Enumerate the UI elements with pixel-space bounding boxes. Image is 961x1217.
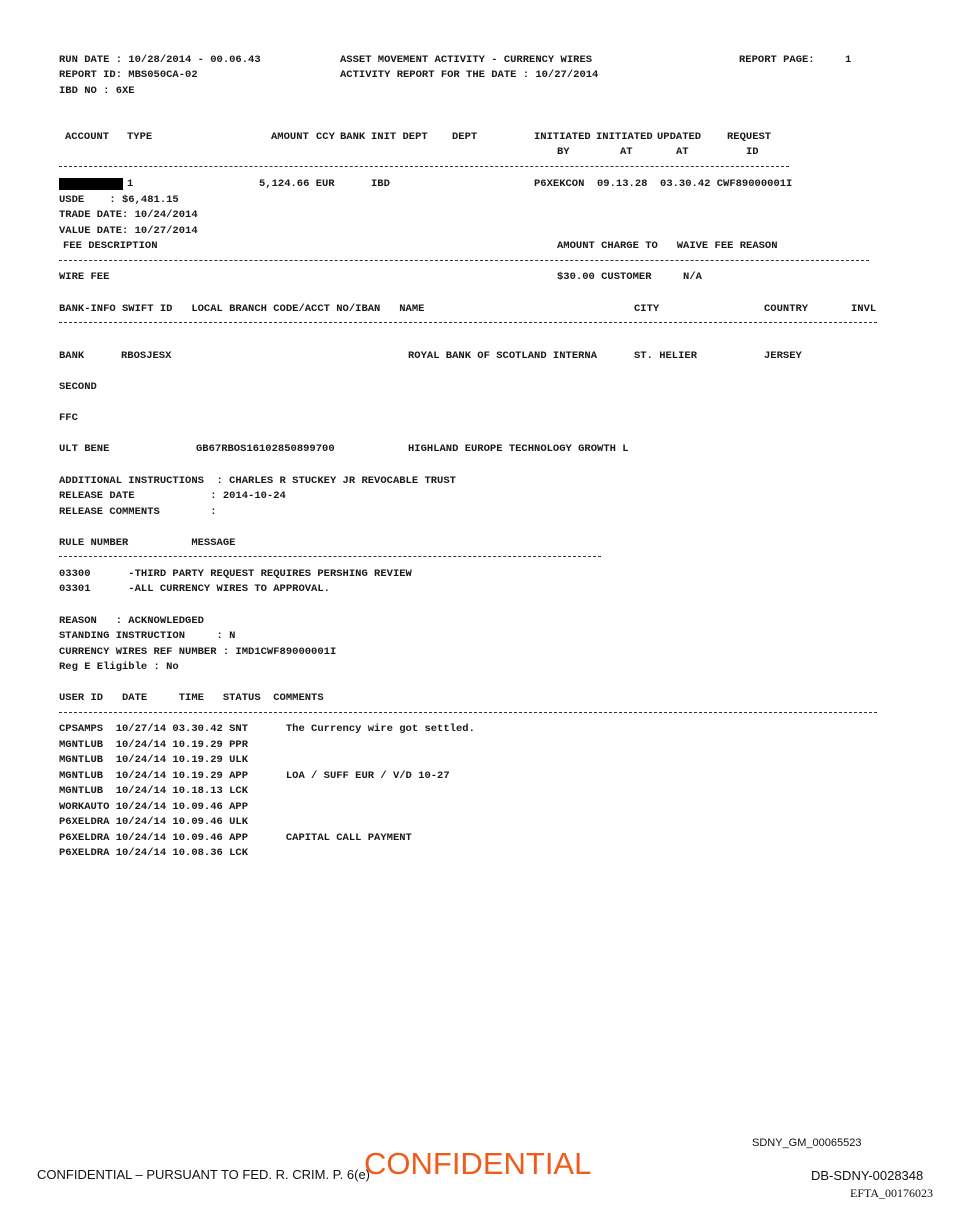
bank-label: BANK [59, 350, 85, 362]
bank-info-header-city: CITY [634, 303, 660, 315]
run-date: RUN DATE : 10/28/2014 - 00.06.43 [59, 54, 261, 66]
history-row: MGNTLUB 10/24/14 10.19.29 PPR [59, 739, 249, 751]
col-updated: UPDATED [657, 131, 702, 143]
fee-divider [59, 260, 869, 261]
history-row: P6XELDRA 10/24/14 10.09.46 APP CAPITAL CALL PAYMENT [59, 832, 412, 844]
col-ccy: CCY [316, 131, 335, 143]
bank-name: ROYAL BANK OF SCOTLAND INTERNA [408, 350, 598, 362]
history-row: P6XELDRA 10/24/14 10.09.46 ULK [59, 816, 249, 828]
standing-instruction: STANDING INSTRUCTION : N [59, 630, 236, 642]
rules-header: RULE NUMBER MESSAGE [59, 537, 236, 549]
confidential-notice: CONFIDENTIAL – PURSUANT TO FED. R. CRIM. P. 6(e) [37, 1167, 371, 1182]
col-id: ID [746, 146, 759, 158]
report-page-label: REPORT PAGE: [739, 54, 815, 66]
record-value-date: VALUE DATE: 10/27/2014 [59, 225, 198, 237]
col-bank: BANK [340, 131, 366, 143]
additional-instructions: ADDITIONAL INSTRUCTIONS : CHARLES R STUCKEY JR REVOCABLE TRUST [59, 475, 456, 487]
fee-description-header: FEE DESCRIPTION [63, 240, 158, 252]
record-usde: USDE : $6,481.15 [59, 194, 179, 206]
rules-divider [59, 556, 601, 557]
history-row: WORKAUTO 10/24/14 10.09.46 APP [59, 801, 249, 813]
release-date: RELEASE DATE : 2014-10-24 [59, 490, 286, 502]
col-init-dept: INIT DEPT [371, 131, 428, 143]
history-header: USER ID DATE TIME STATUS COMMENTS [59, 692, 324, 704]
second-label: SECOND [59, 381, 97, 393]
bank-city: ST. HELIER [634, 350, 698, 362]
history-row: MGNTLUB 10/24/14 10.19.29 APP LOA / SUFF EUR / V/D 10-27 [59, 770, 450, 782]
fee-description: WIRE FEE [59, 271, 110, 283]
fee-amount-header: AMOUNT CHARGE TO WAIVE FEE REASON [557, 240, 778, 252]
rule-item: 03301 -ALL CURRENCY WIRES TO APPROVAL. [59, 583, 330, 595]
record-type: 1 [127, 178, 134, 190]
col-by: BY [557, 146, 570, 158]
bank-info-header: BANK-INFO SWIFT ID LOCAL BRANCH CODE/ACCT NO/IBAN NAME [59, 303, 425, 315]
col-account: ACCOUNT [65, 131, 110, 143]
col-type: TYPE [127, 131, 153, 143]
history-row: MGNTLUB 10/24/14 10.19.29 ULK [59, 754, 249, 766]
release-comments: RELEASE COMMENTS : [59, 506, 217, 518]
redacted-account [59, 178, 123, 190]
history-row: CPSAMPS 10/27/14 03.30.42 SNT The Currency wire got settled. [59, 723, 475, 735]
efta-number: EFTA_00176023 [850, 1186, 934, 1200]
record-initiated: P6XEKCON 09.13.28 03.30.42 CWF89000001I [534, 178, 793, 190]
rule-item: 03300 -THIRD PARTY REQUEST REQUIRES PERSHING REVIEW [59, 568, 412, 580]
col-at-2: AT [676, 146, 689, 158]
col-initiated-1: INITIATED [534, 131, 591, 143]
report-page-value: 1 [845, 54, 852, 66]
ult-bene-label: ULT BENE [59, 443, 110, 455]
ffc-label: FFC [59, 412, 78, 424]
record-bank: IBD [371, 178, 390, 190]
db-sdny-number: DB-SDNY-0028348 [811, 1168, 924, 1183]
record-trade-date: TRADE DATE: 10/24/2014 [59, 209, 198, 221]
col-at-1: AT [620, 146, 633, 158]
history-row: P6XELDRA 10/24/14 10.08.36 LCK [59, 847, 249, 859]
confidential-stamp: CONFIDENTIAL [364, 1146, 592, 1181]
col-request: REQUEST [727, 131, 772, 143]
report-id: REPORT ID: MBS050CA-02 [59, 69, 198, 81]
history-divider [59, 712, 877, 713]
col-amount: AMOUNT [271, 131, 309, 143]
column-divider [59, 166, 789, 167]
fee-amount: $30.00 CUSTOMER N/A [557, 271, 702, 283]
report-title: ASSET MOVEMENT ACTIVITY - CURRENCY WIRES [340, 54, 593, 66]
bank-info-divider [59, 322, 877, 323]
currency-wires-ref: CURRENCY WIRES REF NUMBER : IMD1CWF89000001I [59, 646, 337, 658]
bank-info-header-invl: INVL [851, 303, 877, 315]
ibd-no: IBD NO : 6XE [59, 85, 135, 97]
reg-e-eligible: Reg E Eligible : No [59, 661, 179, 673]
ult-bene-name: HIGHLAND EUROPE TECHNOLOGY GROWTH L [408, 443, 629, 455]
history-row: MGNTLUB 10/24/14 10.18.13 LCK [59, 785, 249, 797]
ult-bene-iban: GB67RBOS16102850899700 [196, 443, 335, 455]
bank-country: JERSEY [764, 350, 802, 362]
report-subtitle: ACTIVITY REPORT FOR THE DATE : 10/27/2014 [340, 69, 599, 81]
col-initiated-2: INITIATED [596, 131, 653, 143]
bank-info-header-country: COUNTRY [764, 303, 809, 315]
reason: REASON : ACKNOWLEDGED [59, 615, 204, 627]
record-amount: 5,124.66 EUR [259, 178, 335, 190]
col-dept: DEPT [452, 131, 478, 143]
bank-swift: RBOSJESX [121, 350, 172, 362]
sdny-gm-number: SDNY_GM_00065523 [752, 1137, 862, 1149]
